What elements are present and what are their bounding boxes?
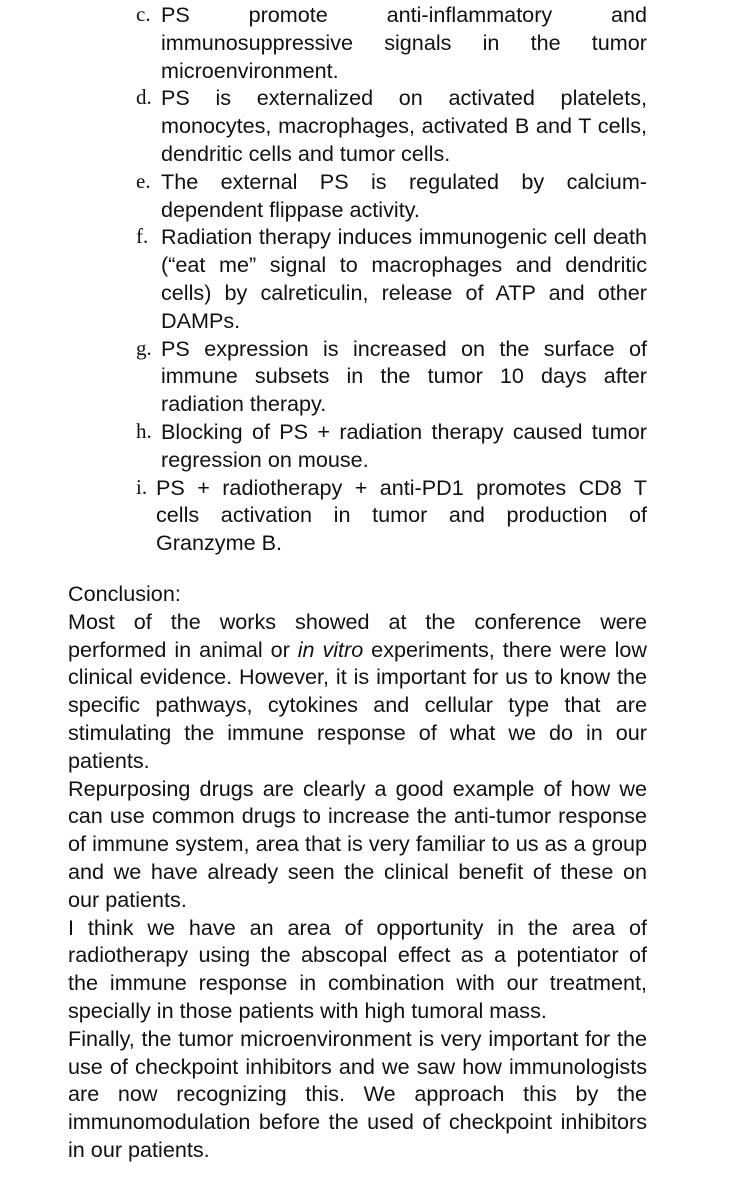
conclusion-heading: Conclusion: (68, 581, 181, 606)
list-item (136, 84, 647, 167)
list-item-text: PS expression is increased on the surface of immune subsets in the tumor 10 days after radiation therapy. (161, 335, 647, 417)
list-marker: g. (136, 335, 152, 360)
conclusion-paragraph (68, 608, 647, 775)
conclusion-paragraph: I think we have an area of opportunity in the area of radiotherapy using the abscopal effect as a potentiator of the immune response in combination with our treatment, specially in those patients with high tumoral mass. (68, 914, 647, 1023)
conclusion-paragraph: Finally, the tumor microenvironment is very important for the use of checkpoint inhibitors and we saw how immunologists are now recognizing this. We approach this by the immunomodulation before the used of checkpoint inhibitors in our patients. (68, 1025, 647, 1162)
list-marker: d. (136, 85, 152, 110)
paragraph-text: Most of the works showed at the conference were performed in animal or (68, 608, 647, 662)
list-marker: h. (136, 418, 152, 443)
list-marker: i. (136, 474, 148, 499)
list-item (136, 1, 647, 84)
paragraph-text: experiments, there were low clinical evidence. However, it is important for us to know the specific pathways, cytokines and cellular type that are stimulating the immune response of what we do in our patients. (68, 636, 647, 773)
list-item (136, 474, 647, 557)
list-item (136, 168, 647, 224)
list-item-text: PS is externalized on activated platelets, monocytes, macrophages, activated B and T cells, dendritic cells and tumor cells. (161, 85, 647, 166)
list-item-text: Radiation therapy induces immunogenic cell death (“eat me” signal to macrophages and dendritic cells) by calreticulin, release of ATP and other DAMPs. (161, 224, 647, 333)
list-item (136, 335, 647, 418)
list-item (136, 418, 647, 474)
conclusion-section (68, 580, 647, 1164)
list-marker: e. (136, 168, 151, 193)
italic-term: in vitro (297, 636, 364, 662)
list-item-text: The external PS is regulated by calcium-dependent flippase activity. (161, 168, 647, 222)
findings-list (136, 1, 647, 557)
list-item (136, 223, 647, 334)
conclusion-paragraph: Repurposing drugs are clearly a good example of how we can use common drugs to increase the anti-tumor response of immune system, area that is very familiar to us as a group and we have already seen the clinical benefit of these on our patients. (68, 775, 647, 912)
list-marker: c. (136, 2, 151, 26)
list-item-text: Blocking of PS + radiation therapy caused tumor regression on mouse. (161, 418, 647, 472)
list-item-text: PS promote anti-inflammatory and immunosuppressive signals in the tumor microenvironment. (161, 2, 647, 83)
list-item-text: PS + radiotherapy + anti-PD1 promotes CD8 T cells activation in tumor and production of Granzyme B. (156, 474, 647, 556)
list-marker: f. (136, 224, 149, 249)
